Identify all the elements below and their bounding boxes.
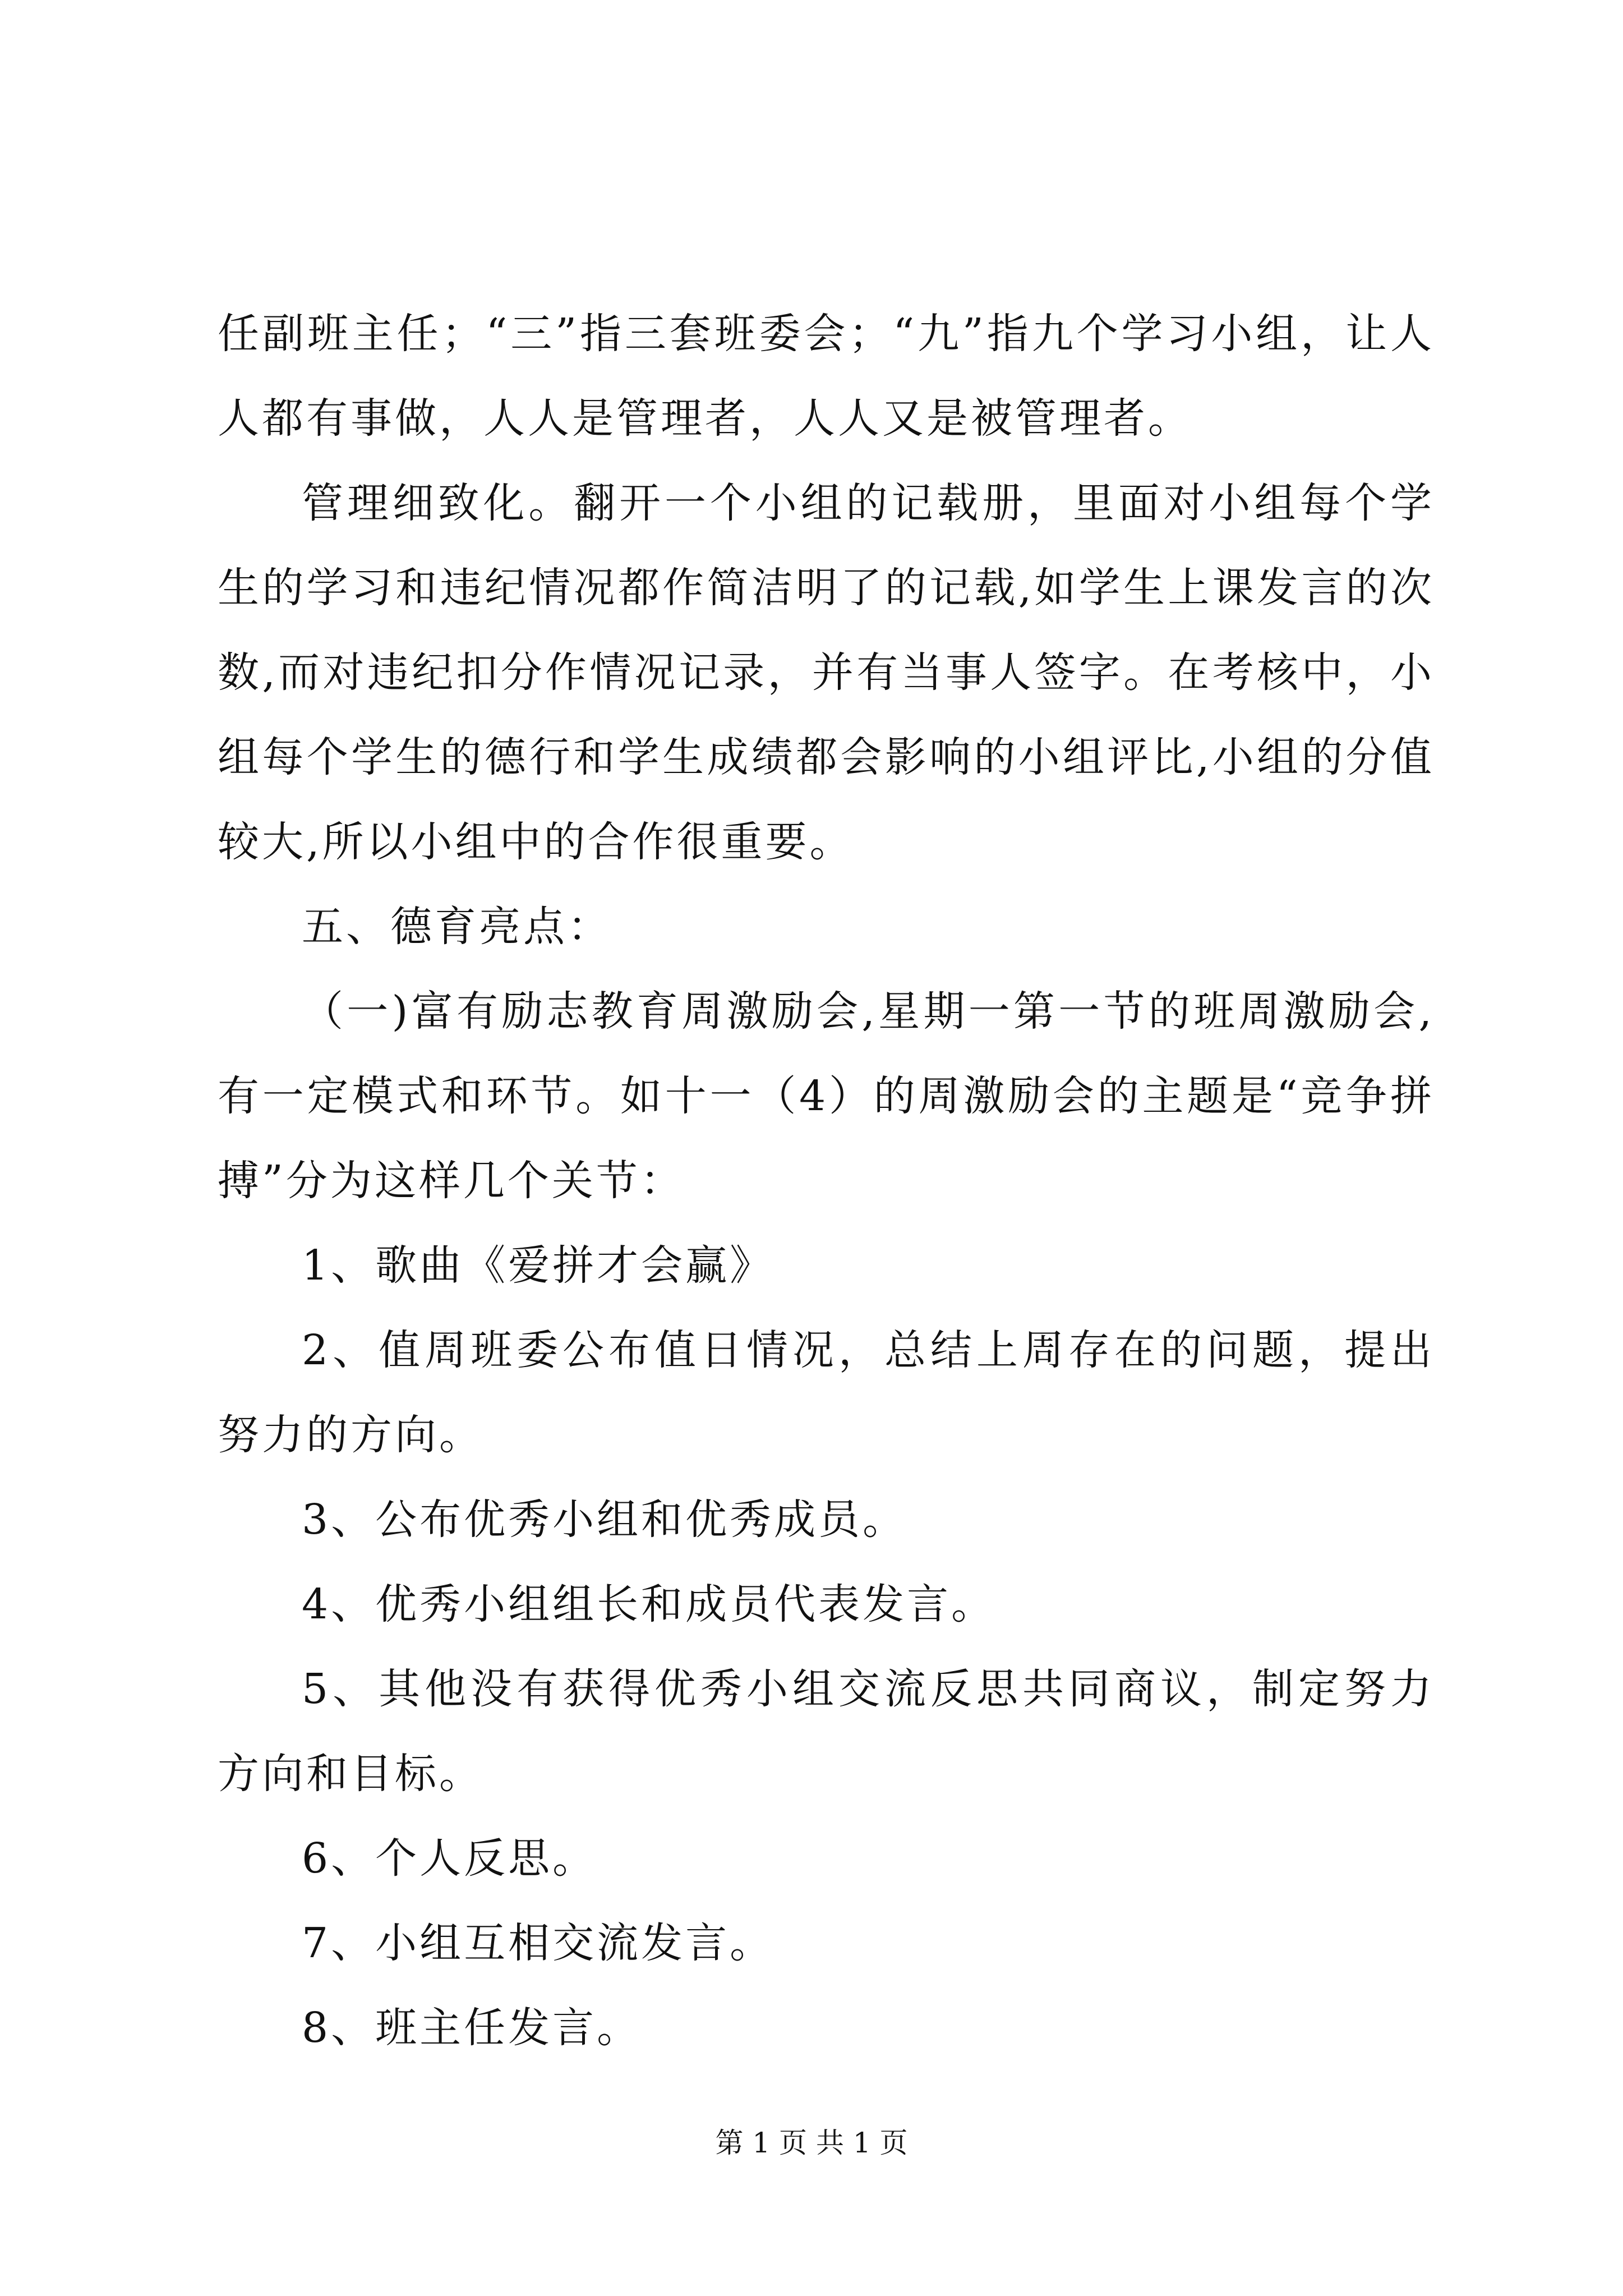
paragraph-3: （一)富有励志教育周激励会,星期一第一节的班周激励会,有一定模式和环节。如十一（4）的周激励会的主题是“竞争拼搏”分为这样几个关节： [218, 987, 1435, 1205]
list-item-7: 7、小组互相交流发言。 [302, 1919, 774, 1967]
list-item-3: 3、公布优秀小组和优秀成员。 [302, 1496, 907, 1544]
list-item-1: 1、歌曲《爱拼才会赢》 [302, 1241, 774, 1290]
list-item-4: 4、优秀小组组长和成员代表发言。 [302, 1580, 996, 1628]
list-item-5: 5、其他没有获得优秀小组交流反思共同商议，制定努力方向和目标。 [218, 1665, 1435, 1798]
list-item-6: 6、个人反思。 [302, 1834, 597, 1883]
page-footer: 第 1 页 共 1 页 [715, 2127, 908, 2159]
section-heading: 五、德育亮点： [302, 903, 612, 951]
document-body [218, 292, 1435, 2070]
list-item-2: 2、值周班委公布值日情况，总结上周存在的问题，提出努力的方向。 [218, 1326, 1435, 1459]
list-item-8: 8、班主任发言。 [302, 2004, 642, 2052]
paragraph-2: 管理细致化。翻开一个小组的记载册，里面对小组每个学生的学习和违纪情况都作简洁明了的记载,如学生上课发言的次数,而对违纪扣分作情况记录，并有当事人签字。在考核中，小组每个学生的德行和学生成绩都会影响的小组评比,小组的分值较大,所以小组中的合作很重要。 [218, 479, 1435, 866]
paragraph-1: 任副班主任；“三”指三套班委会；“九”指九个学习小组，让人人都有事做，人人是管理者，人人又是被管理者。 [218, 310, 1435, 443]
